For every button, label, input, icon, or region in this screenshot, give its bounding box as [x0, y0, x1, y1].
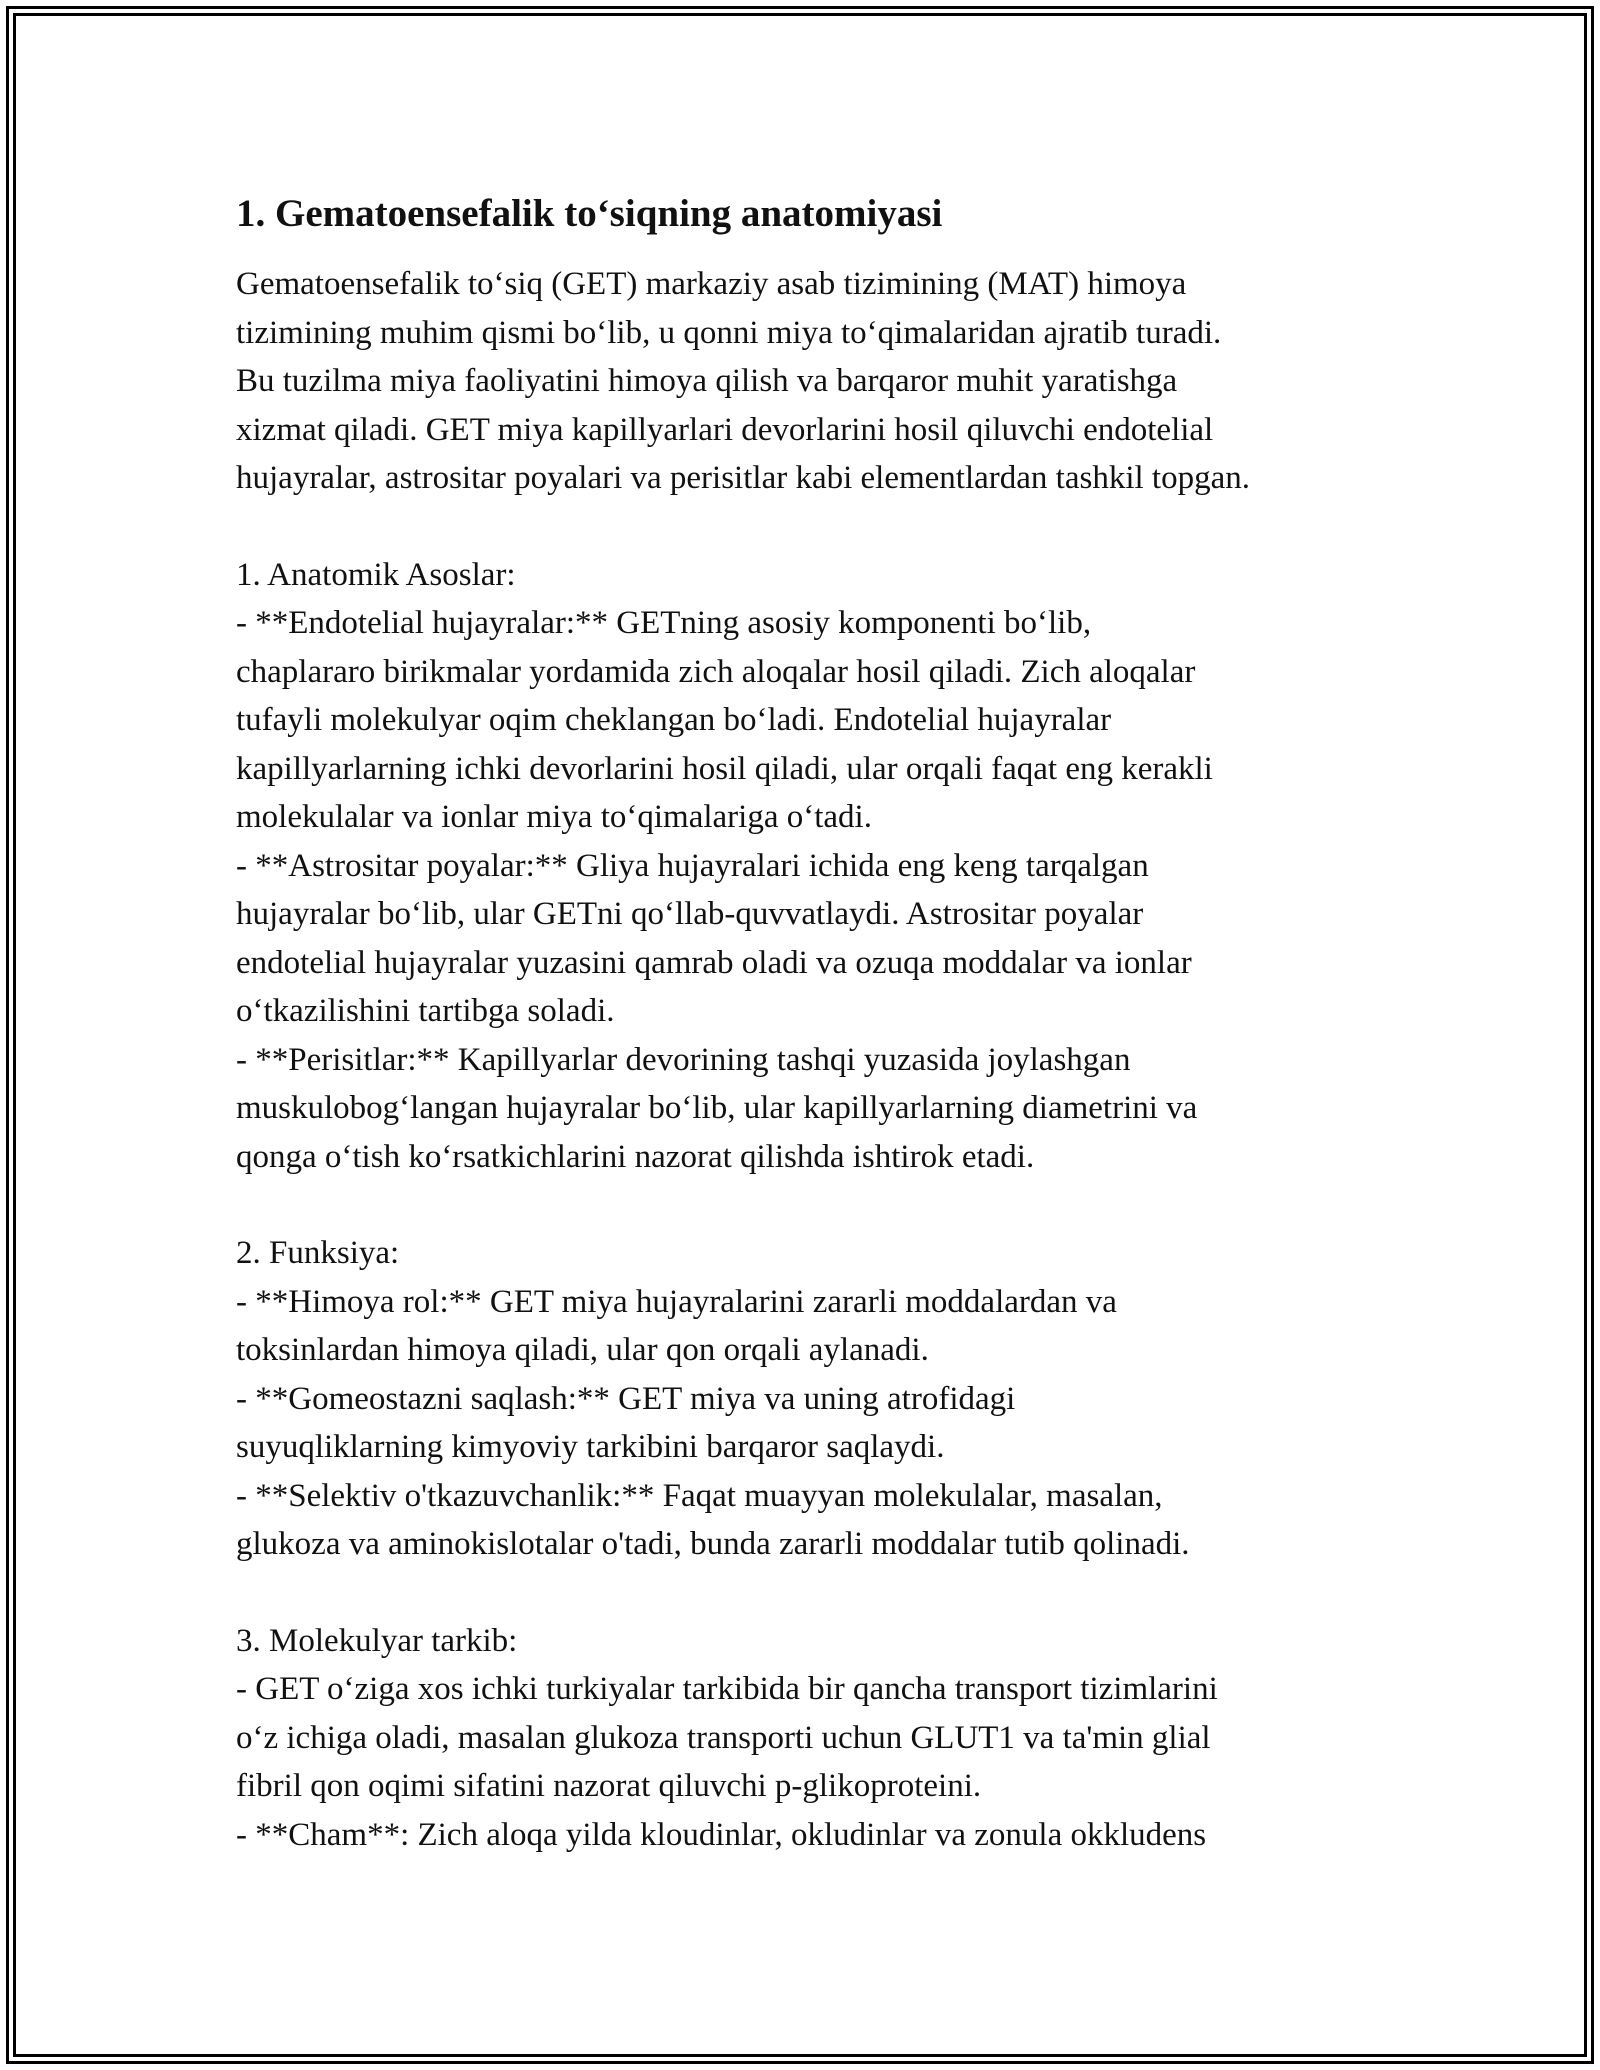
document-body [236, 186, 1406, 1859]
document-title: 1. Gematoensefalik to‘siqning anatomiyasi [236, 192, 943, 235]
intro-paragraph: Gematoensefalik to‘siq (GET) markaziy asab tizimining (MAT) himoya tizimining muhim qismi bo‘lib, u qonni miya to‘qimalaridan ajratib turadi. Bu tuzilma miya faoliyatini himoya qilish va barqaror muhit yaratishga xizmat qiladi. GET miya kapillyarlari devorlarini hosil qiluvchi endotelial hujayralar, astrositar poyalari va perisitlar kabi elementlardan tashkil topgan. [236, 266, 1250, 496]
section-funksiya: 2. Funksiya: - **Himoya rol:** GET miya hujayralarini zararli moddalardan va toksinlardan himoya qiladi, ular qon orqali aylanadi. - **Gomeostazni saqlash:** GET miya va uning atrofidagi suyuqliklarning kimyoviy tarkibini barqaror saqlaydi. - **Selektiv o'tkazuvchanlik:** Faqat muayyan molekulalar, masalan, glukoza va aminokislotalar o'tadi, bunda zararli moddalar tutib qolinadi. [236, 1235, 1190, 1562]
section-anatomik-asoslar: 1. Anatomik Asoslar: - **Endotelial hujayralar:** GETning asosiy komponenti bo‘lib, chaplararo birikmalar yordamida zich aloqalar hosil qiladi. Zich aloqalar tufayli molekulyar oqim cheklangan bo‘ladi. Endotelial hujayralar kapillyarlarning ichki devorlarini hosil qiladi, ular orqali faqat eng kerakli molekulalar va ionlar miya to‘qimalariga o‘tadi. - **Astrositar poyalar:** Gliya hujayralari ichida eng keng tarqalgan hujayralar bo‘lib, ular GETni qo‘llab-quvvatlaydi. Astrositar poyalar endotelial hujayralar yuzasini qamrab oladi va ozuqa moddalar va ionlar o‘tkazilishini tartibga soladi. - **Perisitlar:** Kapillyarlar devorining tashqi yuzasida joylashgan muskulobog‘langan hujayralar bo‘lib, ular kapillyarlarning diametrini va qonga o‘tish ko‘rsatkichlarini nazorat qilishda ishtirok etadi. [236, 556, 1213, 1175]
section-molekulyar-tarkib: 3. Molekulyar tarkib: - GET o‘ziga xos ichki turkiyalar tarkibida bir qancha transport tizimlarini o‘z ichiga oladi, masalan glukoza transporti uchun GLUT1 va ta'min glial fibril qon oqimi sifatini nazorat qiluvchi p-glikoproteini. - **Cham**: Zich aloqa yilda kloudinlar, okludinlar va zonula okkludens [236, 1622, 1218, 1853]
